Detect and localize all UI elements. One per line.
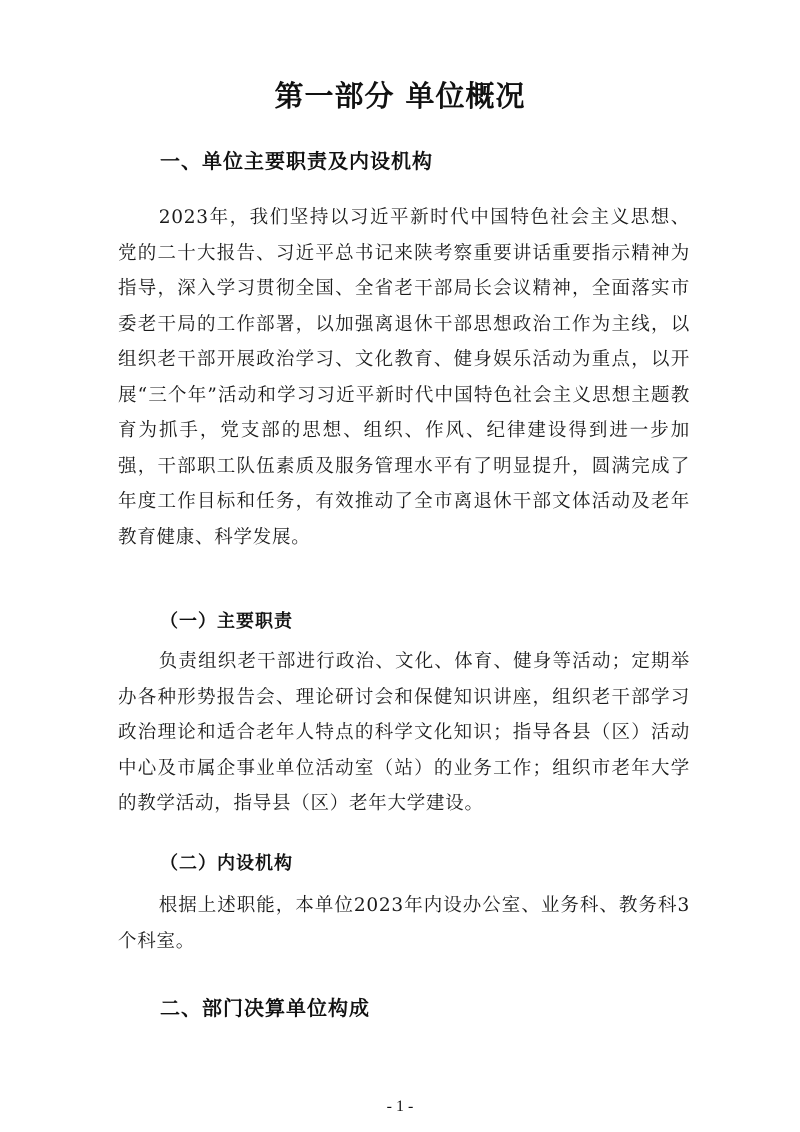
section-heading-2: 二、部门决算单位构成: [160, 996, 370, 1020]
section-heading-1: 一、单位主要职责及内设机构: [160, 149, 433, 173]
subsection-heading-duties: （一）主要职责: [160, 611, 293, 632]
page-title: 第一部分 单位概况: [274, 79, 526, 113]
subsection-heading-structure: （二）内设机构: [160, 853, 293, 874]
structure-paragraph: 根据上述职能，本单位2023年内设办公室、业务科、教务科3个科室。: [118, 895, 690, 952]
page-number: - 1 -: [386, 1098, 414, 1115]
duties-paragraph: 负责组织老干部进行政治、文化、体育、健身等活动；定期举办各种形势报告会、理论研讨会和保健知识讲座，组织老干部学习政治理论和适合老年人特点的科学文化知识；指导各县（区）活动中心及市属企事业单位活动室（站）的业务工作；组织市老年大学的教学活动，指导县（区）老年大学建设。: [118, 651, 690, 814]
intro-paragraph: 2023年，我们坚持以习近平新时代中国特色社会主义思想、党的二十大报告、习近平总书记来陕考察重要讲话重要指示精神为指导，深入学习贯彻全国、全省老干部局长会议精神，全面落实市委老干局的工作部署，以加强离退休干部思想政治工作为主线，以组织老干部开展政治学习、文化教育、健身娱乐活动为重点，以开展“三个年”活动和学习习近平新时代中国特色社会主义思想主题教育为抓手，党支部的思想、组织、作风、纪律建设得到进一步加强，干部职工队伍素质及服务管理水平有了明显提升，圆满完成了年度工作目标和任务，有效推动了全市离退休干部文体活动及老年教育健康、科学发展。: [118, 207, 690, 548]
